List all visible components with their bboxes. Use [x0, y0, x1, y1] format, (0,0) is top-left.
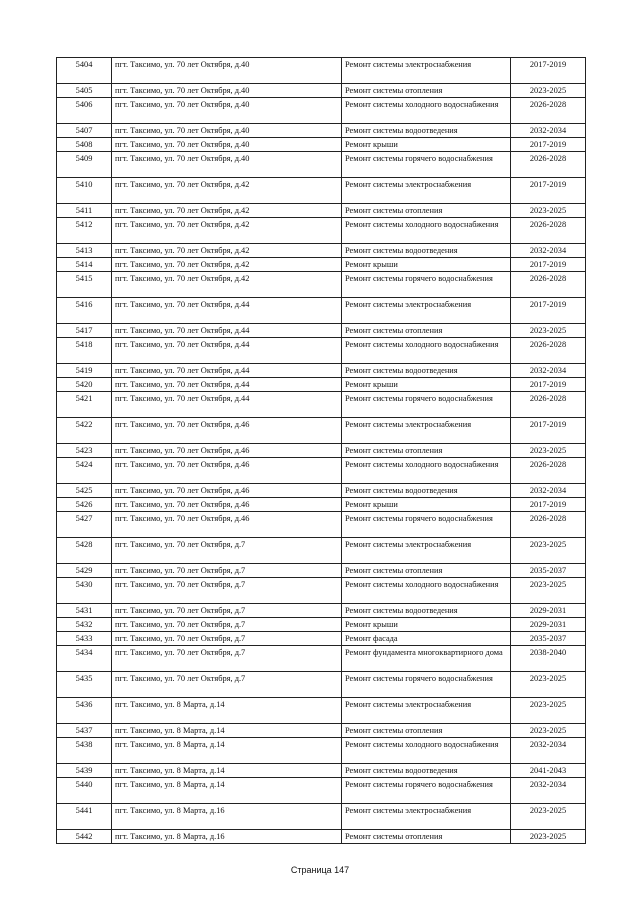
- period-cell: 2023-2025: [511, 830, 586, 844]
- work-type-cell: Ремонт системы отопления: [342, 830, 511, 844]
- period-cell: 2017-2019: [511, 138, 586, 152]
- work-type-cell: Ремонт системы отопления: [342, 444, 511, 458]
- table-row: [57, 324, 586, 338]
- row-number-cell: 5409: [57, 152, 112, 178]
- address-cell: пгт. Таксимо, ул. 70 лет Октября, д.7: [112, 646, 342, 672]
- row-number-cell: 5424: [57, 458, 112, 484]
- table-row: [57, 578, 586, 604]
- address-cell: пгт. Таксимо, ул. 70 лет Октября, д.40: [112, 138, 342, 152]
- address-cell: пгт. Таксимо, ул. 70 лет Октября, д.42: [112, 258, 342, 272]
- work-type-cell: Ремонт системы водоотведения: [342, 364, 511, 378]
- address-cell: пгт. Таксимо, ул. 70 лет Октября, д.42: [112, 218, 342, 244]
- table-row: [57, 738, 586, 764]
- address-cell: пгт. Таксимо, ул. 70 лет Октября, д.40: [112, 98, 342, 124]
- row-number-cell: 5414: [57, 258, 112, 272]
- work-type-cell: Ремонт системы горячего водоснабжения: [342, 512, 511, 538]
- work-type-cell: Ремонт системы отопления: [342, 724, 511, 738]
- row-number-cell: 5417: [57, 324, 112, 338]
- address-cell: пгт. Таксимо, ул. 8 Марта, д.14: [112, 724, 342, 738]
- work-type-cell: Ремонт системы отопления: [342, 204, 511, 218]
- period-cell: 2017-2019: [511, 378, 586, 392]
- address-cell: пгт. Таксимо, ул. 8 Марта, д.14: [112, 778, 342, 804]
- period-cell: 2035-2037: [511, 564, 586, 578]
- table-row: [57, 724, 586, 738]
- period-cell: 2023-2025: [511, 84, 586, 98]
- period-cell: 2017-2019: [511, 498, 586, 512]
- table-row: [57, 418, 586, 444]
- address-cell: пгт. Таксимо, ул. 70 лет Октября, д.7: [112, 578, 342, 604]
- period-cell: 2023-2025: [511, 698, 586, 724]
- row-number-cell: 5430: [57, 578, 112, 604]
- period-cell: 2032-2034: [511, 244, 586, 258]
- work-type-cell: Ремонт системы горячего водоснабжения: [342, 392, 511, 418]
- table-row: [57, 84, 586, 98]
- table-row: [57, 272, 586, 298]
- table-row: [57, 512, 586, 538]
- row-number-cell: 5407: [57, 124, 112, 138]
- row-number-cell: 5425: [57, 484, 112, 498]
- period-cell: 2026-2028: [511, 98, 586, 124]
- address-cell: пгт. Таксимо, ул. 70 лет Октября, д.40: [112, 58, 342, 84]
- work-type-cell: Ремонт фасада: [342, 632, 511, 646]
- table-row: [57, 338, 586, 364]
- work-type-cell: Ремонт системы отопления: [342, 564, 511, 578]
- table-row: [57, 458, 586, 484]
- work-type-cell: Ремонт системы холодного водоснабжения: [342, 578, 511, 604]
- table-row: [57, 618, 586, 632]
- table-row: [57, 378, 586, 392]
- period-cell: 2023-2025: [511, 724, 586, 738]
- table-row: [57, 484, 586, 498]
- table-row: [57, 564, 586, 578]
- address-cell: пгт. Таксимо, ул. 70 лет Октября, д.40: [112, 124, 342, 138]
- period-cell: 2017-2019: [511, 178, 586, 204]
- address-cell: пгт. Таксимо, ул. 70 лет Октября, д.44: [112, 298, 342, 324]
- period-cell: 2026-2028: [511, 458, 586, 484]
- row-number-cell: 5416: [57, 298, 112, 324]
- work-type-cell: Ремонт системы отопления: [342, 84, 511, 98]
- address-cell: пгт. Таксимо, ул. 70 лет Октября, д.42: [112, 272, 342, 298]
- row-number-cell: 5410: [57, 178, 112, 204]
- work-type-cell: Ремонт крыши: [342, 498, 511, 512]
- address-cell: пгт. Таксимо, ул. 8 Марта, д.16: [112, 804, 342, 830]
- row-number-cell: 5433: [57, 632, 112, 646]
- work-type-cell: Ремонт системы водоотведения: [342, 484, 511, 498]
- work-type-cell: Ремонт системы горячего водоснабжения: [342, 272, 511, 298]
- row-number-cell: 5434: [57, 646, 112, 672]
- address-cell: пгт. Таксимо, ул. 70 лет Октября, д.46: [112, 498, 342, 512]
- address-cell: пгт. Таксимо, ул. 70 лет Октября, д.46: [112, 418, 342, 444]
- row-number-cell: 5408: [57, 138, 112, 152]
- period-cell: 2032-2034: [511, 778, 586, 804]
- address-cell: пгт. Таксимо, ул. 70 лет Октября, д.46: [112, 484, 342, 498]
- period-cell: 2032-2034: [511, 738, 586, 764]
- address-cell: пгт. Таксимо, ул. 8 Марта, д.14: [112, 698, 342, 724]
- table-row: [57, 258, 586, 272]
- work-type-cell: Ремонт системы холодного водоснабжения: [342, 98, 511, 124]
- period-cell: 2032-2034: [511, 364, 586, 378]
- period-cell: 2032-2034: [511, 124, 586, 138]
- row-number-cell: 5413: [57, 244, 112, 258]
- row-number-cell: 5438: [57, 738, 112, 764]
- table-body: [57, 58, 586, 844]
- period-cell: 2038-2040: [511, 646, 586, 672]
- period-cell: 2029-2031: [511, 604, 586, 618]
- page-number: Страница 147: [290, 865, 350, 875]
- table-row: [57, 646, 586, 672]
- address-cell: пгт. Таксимо, ул. 70 лет Октября, д.40: [112, 152, 342, 178]
- table-row: [57, 392, 586, 418]
- row-number-cell: 5441: [57, 804, 112, 830]
- table-row: [57, 778, 586, 804]
- row-number-cell: 5428: [57, 538, 112, 564]
- period-cell: 2023-2025: [511, 444, 586, 458]
- row-number-cell: 5406: [57, 98, 112, 124]
- row-number-cell: 5429: [57, 564, 112, 578]
- address-cell: пгт. Таксимо, ул. 70 лет Октября, д.44: [112, 378, 342, 392]
- address-cell: пгт. Таксимо, ул. 70 лет Октября, д.46: [112, 512, 342, 538]
- address-cell: пгт. Таксимо, ул. 70 лет Октября, д.42: [112, 244, 342, 258]
- row-number-cell: 5442: [57, 830, 112, 844]
- row-number-cell: 5411: [57, 204, 112, 218]
- address-cell: пгт. Таксимо, ул. 70 лет Октября, д.7: [112, 564, 342, 578]
- address-cell: пгт. Таксимо, ул. 70 лет Октября, д.42: [112, 178, 342, 204]
- period-cell: 2017-2019: [511, 418, 586, 444]
- period-cell: 2041-2043: [511, 764, 586, 778]
- table-row: [57, 498, 586, 512]
- address-cell: пгт. Таксимо, ул. 70 лет Октября, д.7: [112, 538, 342, 564]
- period-cell: 2026-2028: [511, 218, 586, 244]
- row-number-cell: 5427: [57, 512, 112, 538]
- row-number-cell: 5419: [57, 364, 112, 378]
- address-cell: пгт. Таксимо, ул. 70 лет Октября, д.46: [112, 444, 342, 458]
- period-cell: 2023-2025: [511, 578, 586, 604]
- row-number-cell: 5439: [57, 764, 112, 778]
- table-row: [57, 764, 586, 778]
- work-type-cell: Ремонт системы водоотведения: [342, 124, 511, 138]
- address-cell: пгт. Таксимо, ул. 70 лет Октября, д.40: [112, 84, 342, 98]
- table-row: [57, 364, 586, 378]
- row-number-cell: 5405: [57, 84, 112, 98]
- period-cell: 2023-2025: [511, 672, 586, 698]
- table-row: [57, 98, 586, 124]
- period-cell: 2026-2028: [511, 338, 586, 364]
- table-row: [57, 58, 586, 84]
- address-cell: пгт. Таксимо, ул. 8 Марта, д.14: [112, 764, 342, 778]
- address-cell: пгт. Таксимо, ул. 70 лет Октября, д.44: [112, 338, 342, 364]
- table-row: [57, 444, 586, 458]
- address-cell: пгт. Таксимо, ул. 70 лет Октября, д.42: [112, 204, 342, 218]
- table-row: [57, 298, 586, 324]
- work-type-cell: Ремонт системы электроснабжения: [342, 298, 511, 324]
- work-type-cell: Ремонт фундамента многоквартирного дома: [342, 646, 511, 672]
- row-number-cell: 5420: [57, 378, 112, 392]
- work-type-cell: Ремонт системы водоотведения: [342, 244, 511, 258]
- period-cell: 2023-2025: [511, 324, 586, 338]
- period-cell: 2032-2034: [511, 484, 586, 498]
- work-type-cell: Ремонт системы водоотведения: [342, 764, 511, 778]
- work-type-cell: Ремонт системы холодного водоснабжения: [342, 338, 511, 364]
- period-cell: 2026-2028: [511, 152, 586, 178]
- row-number-cell: 5426: [57, 498, 112, 512]
- table-row: [57, 698, 586, 724]
- row-number-cell: 5415: [57, 272, 112, 298]
- row-number-cell: 5421: [57, 392, 112, 418]
- period-cell: 2029-2031: [511, 618, 586, 632]
- work-type-cell: Ремонт крыши: [342, 618, 511, 632]
- row-number-cell: 5432: [57, 618, 112, 632]
- work-type-cell: Ремонт крыши: [342, 258, 511, 272]
- period-cell: 2023-2025: [511, 538, 586, 564]
- row-number-cell: 5440: [57, 778, 112, 804]
- table-row: [57, 804, 586, 830]
- work-type-cell: Ремонт системы холодного водоснабжения: [342, 218, 511, 244]
- period-cell: 2023-2025: [511, 804, 586, 830]
- row-number-cell: 5435: [57, 672, 112, 698]
- table-row: [57, 178, 586, 204]
- period-cell: 2017-2019: [511, 298, 586, 324]
- address-cell: пгт. Таксимо, ул. 70 лет Октября, д.7: [112, 632, 342, 646]
- work-type-cell: Ремонт системы электроснабжения: [342, 804, 511, 830]
- row-number-cell: 5422: [57, 418, 112, 444]
- table-row: [57, 672, 586, 698]
- work-type-cell: Ремонт системы электроснабжения: [342, 418, 511, 444]
- address-cell: пгт. Таксимо, ул. 8 Марта, д.16: [112, 830, 342, 844]
- period-cell: 2026-2028: [511, 512, 586, 538]
- period-cell: 2026-2028: [511, 272, 586, 298]
- row-number-cell: 5404: [57, 58, 112, 84]
- address-cell: пгт. Таксимо, ул. 70 лет Октября, д.46: [112, 458, 342, 484]
- work-type-cell: Ремонт системы горячего водоснабжения: [342, 778, 511, 804]
- address-cell: пгт. Таксимо, ул. 70 лет Октября, д.44: [112, 392, 342, 418]
- work-type-cell: Ремонт системы электроснабжения: [342, 178, 511, 204]
- table-row: [57, 632, 586, 646]
- work-type-cell: Ремонт системы горячего водоснабжения: [342, 152, 511, 178]
- table-row: [57, 604, 586, 618]
- address-cell: пгт. Таксимо, ул. 70 лет Октября, д.7: [112, 604, 342, 618]
- address-cell: пгт. Таксимо, ул. 70 лет Октября, д.7: [112, 672, 342, 698]
- row-number-cell: 5418: [57, 338, 112, 364]
- row-number-cell: 5431: [57, 604, 112, 618]
- work-type-cell: Ремонт системы горячего водоснабжения: [342, 672, 511, 698]
- table-row: [57, 124, 586, 138]
- table-row: [57, 538, 586, 564]
- row-number-cell: 5423: [57, 444, 112, 458]
- address-cell: пгт. Таксимо, ул. 70 лет Октября, д.44: [112, 364, 342, 378]
- table-row: [57, 244, 586, 258]
- work-type-cell: Ремонт системы холодного водоснабжения: [342, 458, 511, 484]
- work-type-cell: Ремонт системы электроснабжения: [342, 698, 511, 724]
- row-number-cell: 5412: [57, 218, 112, 244]
- table-row: [57, 830, 586, 844]
- work-type-cell: Ремонт системы водоотведения: [342, 604, 511, 618]
- period-cell: 2017-2019: [511, 258, 586, 272]
- table-row: [57, 138, 586, 152]
- table-row: [57, 204, 586, 218]
- repair-schedule-table: [56, 57, 586, 844]
- row-number-cell: 5436: [57, 698, 112, 724]
- work-type-cell: Ремонт системы электроснабжения: [342, 538, 511, 564]
- table-row: [57, 218, 586, 244]
- work-type-cell: Ремонт крыши: [342, 138, 511, 152]
- period-cell: 2017-2019: [511, 58, 586, 84]
- work-type-cell: Ремонт системы отопления: [342, 324, 511, 338]
- address-cell: пгт. Таксимо, ул. 8 Марта, д.14: [112, 738, 342, 764]
- address-cell: пгт. Таксимо, ул. 70 лет Октября, д.44: [112, 324, 342, 338]
- period-cell: 2023-2025: [511, 204, 586, 218]
- address-cell: пгт. Таксимо, ул. 70 лет Октября, д.7: [112, 618, 342, 632]
- work-type-cell: Ремонт крыши: [342, 378, 511, 392]
- work-type-cell: Ремонт системы холодного водоснабжения: [342, 738, 511, 764]
- work-type-cell: Ремонт системы электроснабжения: [342, 58, 511, 84]
- period-cell: 2035-2037: [511, 632, 586, 646]
- table-row: [57, 152, 586, 178]
- row-number-cell: 5437: [57, 724, 112, 738]
- period-cell: 2026-2028: [511, 392, 586, 418]
